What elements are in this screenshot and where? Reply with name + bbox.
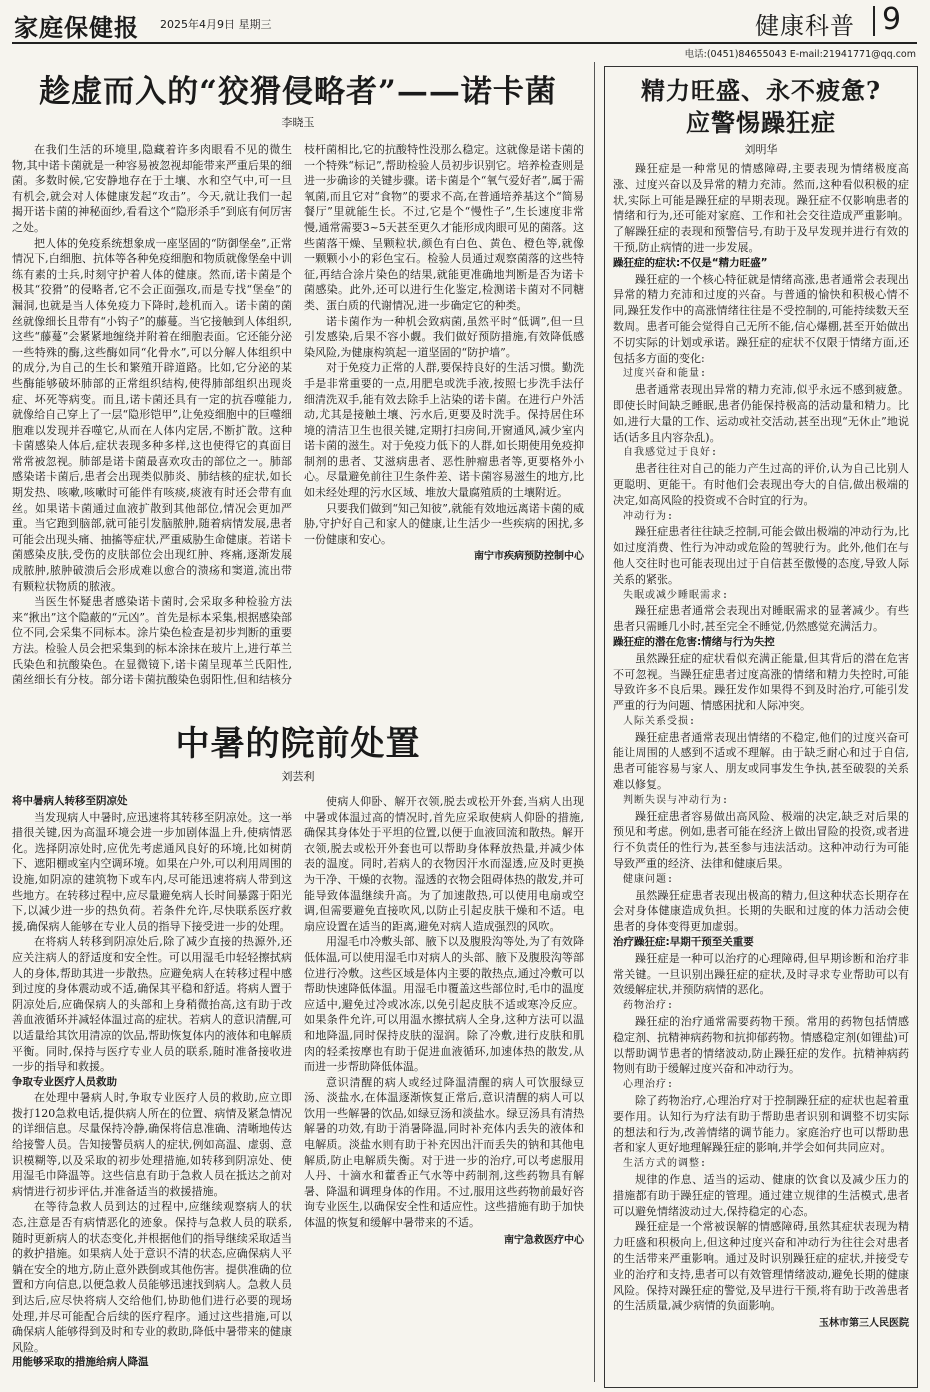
article-author: 刘芸利 [281, 770, 315, 783]
article-body [12, 794, 584, 1380]
section-name: 健康科普 [755, 12, 855, 40]
paragraph: 躁狂症患者通常会表现出对睡眠需求的显著减少。有些患者只需睡几小时,甚至完全不睡觉,仍然感觉充满活力。 [613, 604, 909, 634]
paragraph: 诺卡菌作为一种机会致病菌,虽然平时“低调”,但一旦引发感染,后果不容小觑。我们做好预防措施,有效降低感染风险,为健康构筑起一道坚固的“防护墙”。 [304, 314, 584, 359]
article-body [12, 142, 584, 702]
article-heatstroke [12, 722, 584, 1386]
paragraph: 虽然躁狂症患者表现出极高的精力,但这种状态长期存在会对身体健康造成负担。长期的失眠和过度的体力活动会使患者的身体变得更加虚弱。 [613, 888, 909, 934]
keyword-heading: 人际关系受损: [623, 715, 697, 727]
section-heading: 用能够采取的措施给病人降温 [12, 1356, 149, 1369]
article-source: 南宁市疾病预防控制中心 [474, 551, 584, 563]
keyword-heading: 心理治疗: [623, 1079, 675, 1091]
keyword-heading: 健康问题: [623, 873, 675, 885]
masthead: 家庭保健报 [14, 13, 139, 42]
article-source: 南宁急救医疗中心 [504, 1234, 584, 1246]
issue-date: 2025年4月9日 星期三 [160, 18, 272, 31]
section-heading: 躁狂症的症状:不仅是“精力旺盛” [613, 256, 768, 269]
keyword-heading: 判断失误与冲动行为: [623, 794, 730, 806]
keyword-heading: 过度兴奋和能量: [623, 368, 708, 380]
article-source: 玉林市第三人民医院 [819, 1318, 909, 1330]
page-header [0, 0, 930, 42]
paragraph: 意识清醒的病人或经过降温清醒的病人可饮服绿豆汤、淡盐水,在体温逐渐恢复正常后,意识清醒的病人可以饮用一些解暑的饮品,如绿豆汤和淡盐水。绿豆汤具有清热解暑的功效,有助于消暑降温,同时补充体内丢失的液体和电解质。淡盐水则有助于补充因出汗而丢失的钠和其他电解质,防止电解质失衡。对于进一步的治疗,可以考虑服用人丹、十滴水和藿香正气水等中药制剂,这些药物具有解暑、降温和调理身体的作用。不过,服用这些药物前最好咨询专业医生,以确保安全性和适应性。这些措施有助于加快体温的恢复和缓解中暑带来的不适。 [304, 1075, 584, 1230]
keyword-heading: 失眠或减少睡眠需求: [623, 589, 730, 601]
paragraph: 患者通常表现出异常的精力充沛,似乎永远不感到疲惫。即使长时间缺乏睡眠,患者仍能保持极高的活动量和精力。比如,进行大量的工作、运动或社交活动,甚至出现“无休止”地说话(话多且内容杂乱)。 [613, 383, 909, 444]
paragraph: 躁狂症的治疗通常需要药物干预。常用的药物包括情感稳定剂、抗精神病药物和抗抑郁药物。情感稳定剂(如锂盐)可以帮助调节患者的情绪波动,防止躁狂症的发作。抗精神病药物则有助于缓解过度兴奋和冲动行为。 [613, 1015, 909, 1076]
section-heading: 将中暑病人转移至阴凉处 [12, 795, 128, 807]
article-body [613, 161, 909, 1361]
paragraph: 当医生怀疑患者感染诺卡菌时,会采取多种检验方法来“揪出”这个隐蔽的“元凶”。首先是标本采集,根据感染部位不同,会采集不同标本。涂片染色检查是初步判断的重要方法。检验人员会把采集到的标本涂抹在玻片上,进行革兰氏染色和抗酸染色。在显微镜下,诺卡菌呈现革兰氏阳性,菌丝细长有分枝。部分诺卡菌抗酸染色弱阳性,但和结核分枝杆菌相比,它的抗酸特性没那么稳定。这就像是诺卡菌的一个特殊“标记”,帮助检验人员初步识别它。培养检查则是进一步确诊的关键步骤。诺卡菌是个“氧气爱好者”,属于需氧菌,而且它对“食物”的要求不高,在普通培养基这个“简易餐厅”里就能生长。不过,它是个“慢性子”,生长速度非常慢,通常需要3~5天甚至更久才能形成肉眼可见的菌落。这些菌落干燥、呈颗粒状,颜色有白色、黄色、橙色等,就像一颗颗小小的彩色宝石。检验人员通过观察菌落的这些特征,再结合涂片染色的结果,就能更准确地判断是否为诺卡菌感染。此外,还可以进行生化鉴定,检测诺卡菌对不同糖类、蛋白质的代谢情况,进一步确定它的种类。 [12, 143, 584, 687]
keyword-heading: 生活方式的调整: [623, 1158, 708, 1170]
paragraph: 在将病人转移到阴凉处后,除了减少直接的热源外,还应关注病人的舒适度和安全性。可以用湿毛巾轻轻擦拭病人的身体,帮助其进一步散热。应避免病人在转移过程中感到过度的身体震动或不适,确保其平稳和舒适。将病人置于阴凉处后,应确保病人的头部和上身稍微抬高,这有助于改善血液循环并减轻体温过高的症状。若病人的意识清醒,可以适量给其饮用清凉的饮品,帮助恢复体内的液体和电解质平衡。同时,保持与医疗专业人员的联系,随时准备接收进一步的指导和救援。 [12, 935, 292, 1074]
article-nocardia [12, 72, 584, 712]
paragraph: 当发现病人中暑时,应迅速将其转移至阴凉处。这一举措很关键,因为高温环境会进一步加剧体温上升,使病情恶化。选择阴凉处时,应优先考虑通风良好的环境,比如树荫下、遮阳棚或室内空调环境。如果在户外,可以利用周围的设施,如阴凉的建筑物下或车内,尽可能迅速将病人带到这些地方。在转移过程中,应尽量避免病人长时间暴露于阳光下,以减少进一步的热负荷。若条件允许,尽快联系医疗救援,确保病人能够在专业人员的指导下接受进一步的处理。 [12, 810, 292, 933]
paragraph: 虽然躁狂症的症状看似充满正能量,但其背后的潜在危害不可忽视。当躁狂症患者过度高涨的情绪和精力失控时,可能导致许多不良后果。躁狂发作如果得不到及时治疗,可能引发严重的行为问题、情感困扰和人际冲突。 [613, 651, 909, 713]
column-divider [594, 62, 595, 1382]
paragraph: 在我们生活的环境里,隐藏着许多肉眼看不见的微生物,其中诺卡菌就是一种容易被忽视却能带来严重后果的细菌。多数时候,它安静地存在于土壤、水和空气中,可一旦有机会,就会对人体健康发起“攻击”。今天,就让我们一起揭开诺卡菌的神秘面纱,看看这个“隐形杀手”到底有何厉害之处。 [12, 143, 292, 234]
article-title: 中暑的院前处置 [175, 724, 421, 764]
paragraph: 用湿毛巾冷敷头部、腋下以及腹股沟等处,为了有效降低体温,可以使用湿毛巾对病人的头部、腋下及腹股沟等部位进行冷敷。这些区域是体内主要的散热点,通过冷敷可以帮助快速降低体温。用湿毛巾覆盖这些部位时,毛巾的温度应适中,避免过冷或冰冻,以免引起皮肤不适或寒冷反应。如果条件允许,可以用温水擦拭病人全身,这种方法可以温和地降温,同时保持皮肤的湿润。除了冷敷,进行皮肤和肌肉的轻柔按摩也有助于促进血液循环,加速体热的散发,从而进一步帮助降低体温。 [304, 935, 584, 1074]
header-rule [12, 42, 917, 44]
header-separator [873, 6, 875, 36]
keyword-heading: 冲动行为: [623, 510, 675, 522]
section-heading: 躁狂症的潜在危害:情绪与行为失控 [613, 635, 775, 648]
section-heading: 争取专业医疗人员救助 [12, 1075, 117, 1088]
article-author: 李晓玉 [281, 116, 315, 129]
paragraph: 躁狂症患者通常表现出情绪的不稳定,他们的过度兴奋可能让周围的人感到不适或不理解。由于缺乏耐心和过于自信,患者可能容易与家人、朋友或同事发生争执,甚至破裂的关系难以修复。 [613, 730, 909, 792]
keyword-heading: 自我感觉过于良好: [623, 447, 719, 459]
article-author: 刘明华 [744, 143, 778, 156]
paragraph: 在处理中暑病人时,争取专业医疗人员的救助,应立即拨打120急救电话,提供病人所在的位置、病情及紧急情况的详细信息。尽量保持冷静,确保将信息准确、清晰地传达给接警人员。告知接警员病人的症状,例如高温、虚弱、意识模糊等,以及采取的初步处理措施,如转移到阴凉处、使用湿毛巾降温等。这些信息有助于急救人员在抵达之前对病情进行初步评估,并准备适当的救援措施。 [12, 1091, 292, 1198]
paragraph: 把人体的免疫系统想象成一座坚固的“防御堡垒”,正常情况下,白细胞、抗体等各种免疫细胞和物质就像堡垒中训练有素的士兵,时刻守护着人体的健康。然而,诺卡菌是个极其“狡猾”的侵略者,它不会正面强攻,而是专找“堡垒”的漏洞,也就是当人体免疫力下降时,趁机而入。诺卡菌的菌丝就像细长且带有“小钩子”的藤蔓。当它接触到人体组织,这些“藤蔓”会紧紧地缠绕并附着在细胞表面。它还能分泌一些特殊的酶,这些酶如同“化骨水”,可以分解人体组织中的成分,为自己的生长和繁殖开辟道路。比如,它分泌的某些酶能够破坏肺部的正常组织结构,使得肺部组织出现炎症、坏死等病变。而且,诺卡菌还具有一定的抗吞噬能力,就像给自己穿上了一层“隐形铠甲”,让免疫细胞中的巨噬细胞难以发现并吞噬它,从而在人体内定居,不断扩散。这种卡菌感染人体后,症状表现多种多样,这也使得它的真面目常常被忽视。肺部是诺卡菌最喜欢攻击的部位之一。肺部感染诺卡菌后,患者会出现类似肺炎、肺结核的症状,如长期发热、咳嗽,咳嗽时可能伴有咳痰,痰液有时还会带有血丝。如果诺卡菌通过血液扩散到其他部位,情况会更加严重。当它跑到脑部,就可能引发脑脓肿,随着病情发展,患者可能会出现头痛、抽搐等症状,严重威胁生命健康。若诺卡菌感染皮肤,受伤的皮肤部位会出现红肿、疼痛,逐渐发展成脓肿,脓肿破溃后会形成难以愈合的溃疡和窦道,流出带有颗粒状物质的脓液。 [12, 236, 292, 593]
article-mania [604, 66, 918, 1388]
paragraph: 躁狂症患者容易做出高风险、极端的决定,缺乏对后果的预见和考虑。例如,患者可能在经济上做出冒险的投资,或者进行不负责任的性行为,甚至参与违法活动。这种冲动行为可能导致严重的经济、法律和健康后果。 [613, 809, 909, 871]
paragraph: 躁狂症是一种可以治疗的心理障碍,但早期诊断和治疗非常关键。一旦识别出躁狂症的症状,及时寻求专业帮助可以有效缓解症状,并预防病情的恶化。 [613, 951, 909, 997]
section-heading: 治疗躁狂症:早期干预至关重要 [613, 936, 754, 949]
paragraph: 对于免疫力正常的人群,要保持良好的生活习惯。勤洗手是非常重要的一点,用肥皂或洗手液,按照七步洗手法仔细清洗双手,能有效去除手上沾染的诺卡菌。在进行户外活动,尤其是接触土壤、污水后,更要及时洗手。保持居住环境的清洁卫生也很关键,定期打扫房间,开窗通风,减少室内诺卡菌的滋生。对于免疫力低下的人群,如长期使用免疫抑制剂的患者、艾滋病患者、恶性肿瘤患者等,更要格外小心。尽量避免前往卫生条件差、诺卡菌容易滋生的地方,比如未经处理的污水区域、堆放大量腐殖质的土壤附近。 [304, 361, 584, 500]
page-number: 9 [882, 2, 902, 37]
paragraph: 使病人仰卧、解开衣领,脱去或松开外套,当病人出现中暑或体温过高的情况时,首先应采取使病人仰卧的措施,确保其身体处于平坦的位置,以便于血液回流和散热。解开衣领,脱去或松开外套也可以帮助身体释放热量,并减少体表的温度。同时,若病人的衣物因汗水而湿透,应及时更换为干净、干燥的衣物。湿透的衣物会阻碍体热的散发,并可能导致体温继续升高。为了加速散热,可以使用电扇或空调,但需要避免直接吹风,以防止引起皮肤干燥和不适。电扇应设置在适当的距离,避免对病人造成强烈的风吹。 [304, 795, 584, 933]
paragraph: 除了药物治疗,心理治疗对于控制躁狂症的症状也起着重要作用。认知行为疗法有助于帮助患者识别和调整不切实际的想法和行为,改善情绪的调节能力。家庭治疗也可以帮助患者和家人更好地理解躁狂症的影响,并学会如何共同应对。 [613, 1094, 909, 1155]
article-title-line2: 应警惕躁狂症 [686, 108, 836, 137]
article-title: 趁虚而入的“狡猾侵略者”——诺卡菌 [39, 74, 557, 110]
paragraph: 只要我们做到“知己知彼”,就能有效地远离诺卡菌的威胁,守护好自己和家人的健康,让生活少一些疾病的困扰,多一份健康和安心。 [304, 501, 584, 546]
paragraph: 在等待急救人员到达的过程中,应继续观察病人的状态,注意是否有病情恶化的迹象。保持与急救人员的联系,随时更新病人的状态变化,并根据他们的指导继续采取适当的救护措施。如果病人处于意识不清的状态,应确保病人平躺在安全的地方,防止意外跌倒或其他伤害。提供准确的位置和方向信息,以便急救人员能够迅速找到病人。急救人员到达后,应尽快将病人交给他们,协助他们进行必要的现场处理,并尽可能配合后续的医疗程序。通过这些措施,可以确保病人能够得到及时和专业的救助,降低中暑带来的健康风险。 [12, 1200, 292, 1354]
keyword-heading: 药物治疗: [623, 1000, 675, 1012]
paragraph: 躁狂症的一个核心特征就是情绪高涨,患者通常会表现出异常的精力充沛和过度的兴奋。与普通的愉快和积极心情不同,躁狂发作中的高涨情绪往往是不受控制的,可能持续数天至数周。患者可能会觉得自己无所不能,信心爆棚,甚至开始做出不切实际的计划或承诺。躁狂症的症状不仅限于情绪方面,还包括多方面的变化: [613, 272, 909, 365]
paragraph: 规律的作息、适当的运动、健康的饮食以及减少压力的措施都有助于躁狂症的管理。通过建立规律的生活模式,患者可以避免情绪波动过大,保持稳定的心态。 [613, 1173, 909, 1218]
contact-info: 电话:(0451)84655043 E-mail:21941771@qq.com [684, 49, 916, 60]
paragraph: 患者往往对自己的能力产生过高的评价,认为自己比别人更聪明、更能干。有时他们会表现出夸大的自信,做出极端的决定,如高风险的投资或不合时宜的行为。 [613, 462, 909, 507]
paragraph: 躁狂症患者往往缺乏控制,可能会做出极端的冲动行为,比如过度消费、性行为冲动或危险的驾驶行为。此外,他们在与他人交往时也可能表现出过于自信甚至傲慢的态度,导致人际关系的紧张。 [613, 525, 909, 586]
article-title-line1: 精力旺盛、永不疲惫? [640, 76, 882, 105]
paragraph: 躁狂症是一种常见的情感障碍,主要表现为情绪极度高涨、过度兴奋以及异常的精力充沛。然而,这种看似积极的症状,实际上可能是躁狂症的早期表现。躁狂症不仅影响患者的情绪和行为,还可能对家庭、工作和社会交往造成严重影响。了解躁狂症的表现和预警信号,有助于及早发现并进行有效的干预,防止病情的进一步发展。 [613, 162, 909, 254]
paragraph: 躁狂症是一个常被误解的情感障碍,虽然其症状表现为精力旺盛和积极向上,但这种过度兴奋和冲动行为往往会对患者的生活带来严重影响。通过及时识别躁狂症的症状,并接受专业的治疗和支持,患者可以有效管理情绪波动,避免长期的健康风险。保持对躁狂症的警觉,及早进行干预,将有助于改善患者的生活质量,减少病情的负面影响。 [613, 1220, 909, 1313]
